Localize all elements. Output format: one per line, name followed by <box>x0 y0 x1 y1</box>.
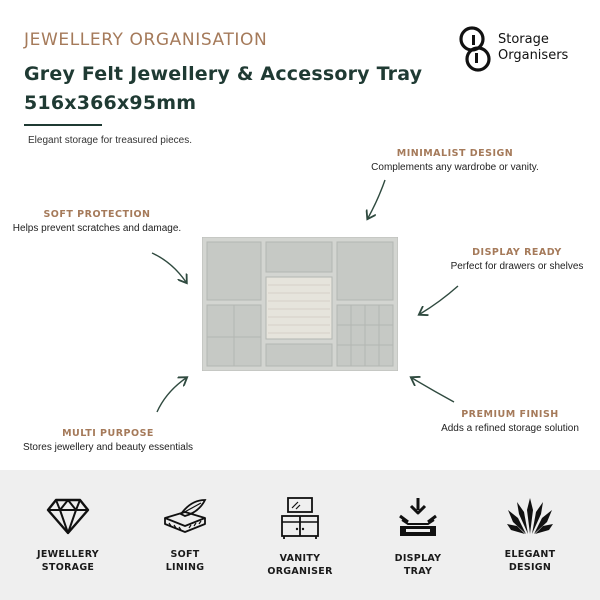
arrow-premium <box>412 378 454 402</box>
vanity-icon <box>278 496 322 540</box>
feature-desc: Adds a refined storage solution <box>441 423 579 434</box>
benefit-label <box>18 548 118 574</box>
feature-title: DISPLAY READY <box>472 247 562 258</box>
benefit-soft-lining <box>135 496 235 574</box>
display-tray-icon <box>396 496 440 540</box>
benefit-label-line2: LINING <box>165 562 205 573</box>
benefit-label <box>368 552 468 578</box>
diamond-icon <box>46 496 90 536</box>
feature-display-ready <box>432 247 600 272</box>
benefit-label <box>250 552 350 578</box>
feature-desc: Complements any wardrobe or vanity. <box>371 162 539 173</box>
feature-desc: Perfect for drawers or shelves <box>450 261 584 272</box>
agave-plant-icon <box>507 496 553 536</box>
benefit-label-line1: SOFT <box>170 549 200 560</box>
brand-name-line2: Organisers <box>498 48 569 63</box>
feature-premium-finish <box>420 409 600 434</box>
brand-logo <box>458 26 588 72</box>
benefit-label-line2: STORAGE <box>41 562 95 573</box>
eyebrow-heading: JEWELLERY ORGANISATION <box>24 30 268 50</box>
tagline: Elegant storage for treasured pieces. <box>28 135 192 146</box>
feature-soft-protection <box>2 209 192 234</box>
feature-title: MULTI PURPOSE <box>62 428 154 439</box>
benefit-jewellery-storage <box>18 496 118 574</box>
feature-desc: Stores jewellery and beauty essentials <box>22 442 194 453</box>
benefit-label <box>480 548 580 574</box>
feature-title: SOFT PROTECTION <box>43 209 151 220</box>
feature-minimalist <box>360 148 550 173</box>
benefit-label-line1: DISPLAY <box>394 553 442 564</box>
benefits-band <box>0 470 600 600</box>
benefit-label-line1: JEWELLERY <box>37 549 99 560</box>
benefit-elegant-design <box>480 496 580 574</box>
felt-tray-image <box>202 237 398 371</box>
brand-name <box>498 32 568 64</box>
feature-title: MINIMALIST DESIGN <box>396 148 514 159</box>
brand-name-line1: Storage <box>498 32 549 47</box>
arrow-minimalist <box>368 180 385 218</box>
benefit-label <box>135 548 235 574</box>
benefit-label-line2: ORGANISER <box>267 566 333 577</box>
benefit-label-line1: VANITY <box>279 553 321 564</box>
benefit-label-line2: TRAY <box>403 566 433 577</box>
feature-multi-purpose <box>10 428 206 453</box>
title-divider <box>24 124 102 126</box>
benefit-display-tray <box>368 496 468 578</box>
feature-desc: Helps prevent scratches and damage. <box>12 223 182 234</box>
benefit-label-line1: ELEGANT <box>504 549 556 560</box>
feather-lining-icon <box>161 496 209 536</box>
arrow-multi <box>157 378 186 412</box>
benefit-vanity-organiser <box>250 496 350 578</box>
feature-title: PREMIUM FINISH <box>461 409 559 420</box>
chain-link-logo-icon <box>458 26 492 72</box>
benefit-label-line2: DESIGN <box>508 562 552 573</box>
arrow-soft <box>152 253 186 282</box>
page-title: Grey Felt Jewellery & Accessory Tray 516x366x95mm <box>24 63 423 114</box>
arrow-display <box>420 286 458 314</box>
